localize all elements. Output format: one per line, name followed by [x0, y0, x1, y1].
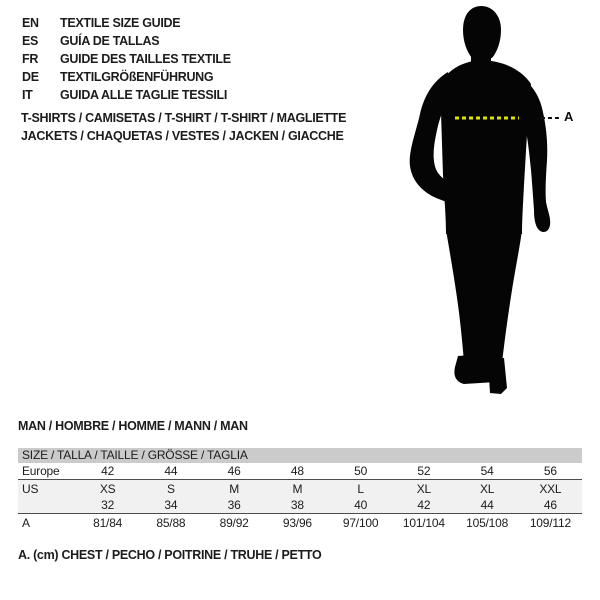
size-cell: L — [357, 482, 364, 496]
table-row-us — [18, 480, 582, 514]
man-body-shape — [410, 6, 551, 394]
language-list — [22, 14, 231, 104]
size-cell: 85/88 — [156, 516, 186, 530]
row-label: US — [22, 482, 39, 496]
size-table-header: SIZE / TALLA / TAILLE / GRÖSSE / TAGLIA — [18, 448, 582, 463]
measurement-footnote: A. (cm) CHEST / PECHO / POITRINE / TRUHE / PETTO — [18, 548, 322, 562]
size-cell: 52 — [417, 464, 431, 478]
language-code: ES — [22, 34, 39, 48]
size-cell: 42 — [101, 464, 115, 478]
size-cell: 46 — [543, 498, 557, 512]
size-cell: 40 — [354, 498, 368, 512]
us-letter-sizes — [18, 480, 582, 497]
product-line-tshirts: T-SHIRTS / CAMISETAS / T-SHIRT / T-SHIRT / MAGLIETTE — [21, 111, 347, 125]
size-cell: 93/96 — [282, 516, 312, 530]
size-cell: 48 — [290, 464, 304, 478]
size-cell: 36 — [227, 498, 241, 512]
us-number-sizes — [18, 497, 582, 513]
man-silhouette-figure — [400, 0, 600, 400]
table-row-europe — [18, 463, 582, 480]
language-title: GUÍA DE TALLAS — [60, 34, 160, 48]
product-categories — [21, 109, 346, 145]
language-code: IT — [22, 88, 33, 102]
size-cell: 54 — [480, 464, 494, 478]
language-title: GUIDE DES TAILLES TEXTILE — [60, 52, 231, 66]
language-row-es — [22, 32, 231, 50]
language-row-fr — [22, 50, 231, 68]
size-cell: 44 — [164, 464, 178, 478]
language-row-de — [22, 68, 231, 86]
language-title: TEXTILE SIZE GUIDE — [60, 16, 181, 30]
size-cell: XL — [479, 482, 495, 496]
language-code: DE — [22, 70, 39, 84]
size-cell: 105/108 — [466, 516, 509, 530]
size-cell: XL — [416, 482, 432, 496]
language-title: TEXTILGRÖßENFÜHRUNG — [60, 70, 214, 84]
size-cell: 109/112 — [529, 516, 571, 530]
size-cell: 89/92 — [219, 516, 249, 530]
measurement-label-a: A — [564, 109, 574, 124]
size-cell: 81/84 — [93, 516, 123, 530]
size-cell: 32 — [101, 498, 115, 512]
size-cell: XS — [99, 482, 116, 496]
size-cell: M — [292, 482, 303, 496]
language-title: GUIDA ALLE TAGLIE TESSILI — [60, 88, 228, 102]
size-table — [18, 448, 582, 532]
size-cell: 42 — [417, 498, 431, 512]
size-cell: 46 — [227, 464, 241, 478]
size-cell: 101/104 — [402, 516, 445, 530]
size-cell: 56 — [543, 464, 557, 478]
language-code: FR — [22, 52, 39, 66]
table-row-chest-a — [18, 514, 582, 532]
size-cell: XXL — [539, 482, 562, 496]
row-label: A — [22, 516, 30, 530]
size-cell: 38 — [290, 498, 304, 512]
size-cell: 97/100 — [342, 516, 379, 530]
man-silhouette-svg — [400, 0, 600, 400]
row-label: Europe — [22, 464, 60, 478]
size-cell: M — [229, 482, 240, 496]
language-row-it — [22, 86, 231, 104]
product-line-jackets: JACKETS / CHAQUETAS / VESTES / JACKEN / GIACCHE — [21, 129, 344, 143]
size-cell: 44 — [480, 498, 494, 512]
size-cell: 50 — [354, 464, 368, 478]
section-heading-man: MAN / HOMBRE / HOMME / MANN / MAN — [18, 419, 248, 433]
size-cell: S — [166, 482, 175, 496]
language-code: EN — [22, 16, 39, 30]
size-cell: 34 — [164, 498, 178, 512]
language-row-en — [22, 14, 231, 32]
